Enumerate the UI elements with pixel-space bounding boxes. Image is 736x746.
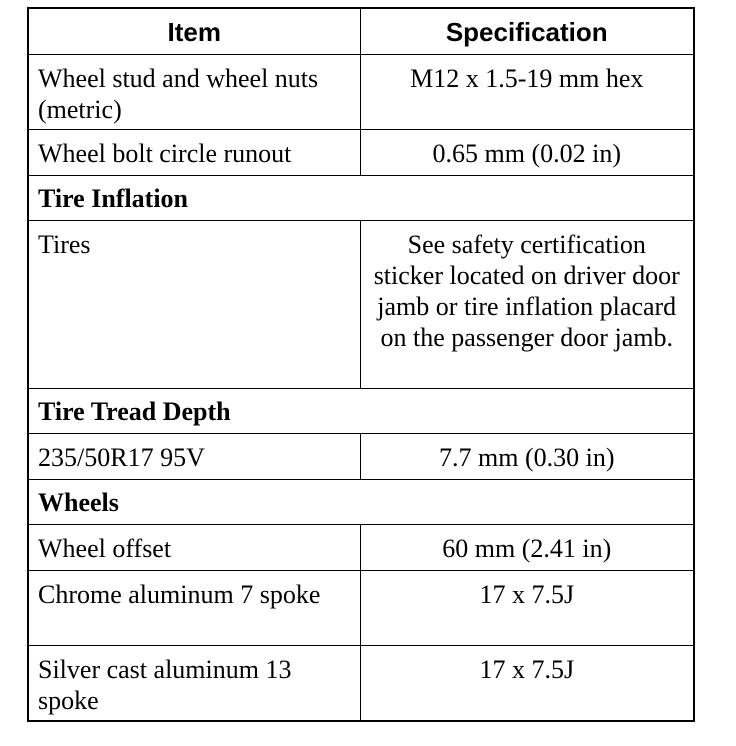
section-heading: Tire Inflation: [28, 176, 694, 221]
spec-cell: M12 x 1.5-19 mm hex: [360, 55, 694, 130]
spec-cell: 7.7 mm (0.30 in): [360, 434, 694, 480]
header-item: Item: [28, 8, 360, 55]
table-row: [28, 221, 694, 389]
header-specification: Specification: [360, 8, 694, 55]
item-cell: Chrome aluminum 7 spoke: [28, 571, 360, 646]
table-header-row: [28, 8, 694, 55]
spec-cell: 60 mm (2.41 in): [360, 525, 694, 571]
item-cell: 235/50R17 95V: [28, 434, 360, 480]
spec-cell: 0.65 mm (0.02 in): [360, 130, 694, 176]
spec-cell: 17 x 7.5J: [360, 646, 694, 722]
section-heading: Tire Tread Depth: [28, 389, 694, 434]
section-row-tire-inflation: [28, 176, 694, 221]
table-row: [28, 55, 694, 130]
table-row: [28, 434, 694, 480]
item-cell: Silver cast aluminum 13 spoke: [28, 646, 360, 722]
item-cell: Wheel stud and wheel nuts (metric): [28, 55, 360, 130]
section-row-tire-tread-depth: [28, 389, 694, 434]
table-row: [28, 130, 694, 176]
item-cell: Tires: [28, 221, 360, 389]
section-heading: Wheels: [28, 480, 694, 525]
spec-cell: See safety certification sticker located on driver door jamb or tire inflation placard on the passenger door jamb.: [360, 221, 694, 389]
specification-table: [27, 7, 695, 722]
table-row: [28, 525, 694, 571]
spec-cell: 17 x 7.5J: [360, 571, 694, 646]
item-cell: Wheel offset: [28, 525, 360, 571]
item-cell: Wheel bolt circle runout: [28, 130, 360, 176]
section-row-wheels: [28, 480, 694, 525]
table-row: [28, 646, 694, 722]
table-row: [28, 571, 694, 646]
